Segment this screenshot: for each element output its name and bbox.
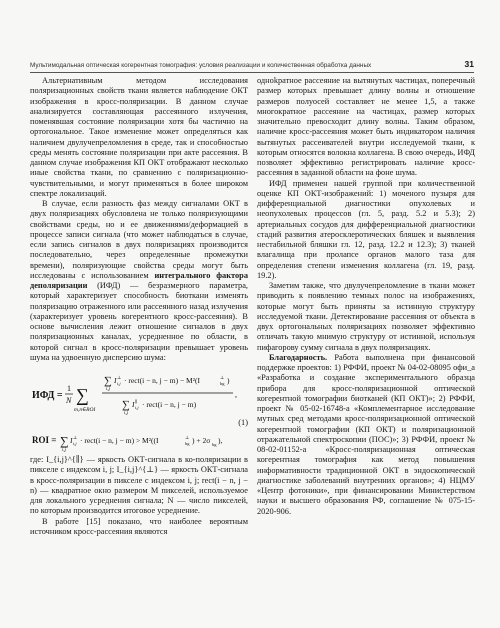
svg-text:I: I xyxy=(132,400,135,409)
paragraph: где: I_{i,j}^{∥} — яркость ОКТ-сигнала в ко-поляризации в пикселе с индексом i, j; I_{i,j}^{⊥} — яркость ОКТ-сигнала в кросс-поляризации в пикселе с индексом i, j; rect(i − n, j − n) — квадратное окно размером M пикселей, используемое для локального усреднения сигнала; N — число пикселей, по которым производится итоговое усреднение. xyxy=(30,455,248,516)
svg-text:,: , xyxy=(235,390,237,399)
svg-text:1: 1 xyxy=(67,384,71,393)
svg-text:N: N xyxy=(66,396,72,405)
svg-text:∑: ∑ xyxy=(76,385,89,405)
equation-roi xyxy=(30,429,248,453)
svg-text:⊥: ⊥ xyxy=(185,435,190,440)
svg-text:i,j: i,j xyxy=(117,381,121,386)
page-number: 31 xyxy=(464,59,474,69)
acknowledgment-title: Благодарность. xyxy=(269,352,328,362)
svg-text:m,n∈ROI: m,n∈ROI xyxy=(74,407,96,413)
svg-text:) + 2σ: ) + 2σ xyxy=(192,436,211,445)
running-header xyxy=(30,60,474,73)
svg-text:∑: ∑ xyxy=(122,399,130,411)
svg-text:∑: ∑ xyxy=(60,434,69,448)
svg-text:I: I xyxy=(114,376,117,385)
acknowledgment: Благодарность. Работа выполнена при финансовой поддержке проектов: 1) РФФИ, проект № 04-02-08095 офи_а «Разработка и создание экспериментального образца прибора для кросс-поляризационной оптической когерентной томографии биотканей (КП ОКТ)»; 2) РФФИ, проект № 05-02-16748-а «Комплементарное исследование мутных сред методами кросс-поляризационной оптической когерентной томографии (КП ОКТ) и поляризационной отражательной спектроскопии (ПОС)»; 3) РФФИ, проект № 08-02-01152-а «Кросс-поляризационная оптическая когерентная томография как метод повышения информативности традиционной ОКТ в эндоскопической диагностике заболеваний внутренних органов»; 4) НЦМУ «Центр фотоники», при финансировании Министерством науки и высшего образования РФ, соглашение № 075-15-2020-906. xyxy=(257,352,475,516)
svg-text:⊥: ⊥ xyxy=(117,375,122,380)
svg-text:I: I xyxy=(70,436,73,445)
svg-text:⊥: ⊥ xyxy=(220,375,225,380)
svg-text:i,j: i,j xyxy=(124,411,129,416)
svg-text:),: ), xyxy=(218,436,223,445)
svg-text:bg: bg xyxy=(220,381,225,386)
paragraph: ИФД применен нашей группой при количественной оценке КП ОКТ-изображений: 1) моченого пузыря для дифференциальной диагностики опухолевых и неопухолевых процессов (гл. 5, разд. 5.2 и 5.3); 2) артериальных сосудов для дифференциальной диагностики стадий развития атеросклеротических бляшек и выявления нестабильной бляшки гл. 12, разд. 12.2 и 12.3); 3) тканей влагалища при пролапсе органов малого таза для определения степени изменения коллагена (гл. 19, разд. 19.2). xyxy=(257,178,475,280)
svg-text:∥: ∥ xyxy=(135,399,138,404)
svg-text:i,j: i,j xyxy=(135,405,139,410)
svg-text:⊥: ⊥ xyxy=(73,435,78,440)
bold-term: интегрального фактора деполяризации xyxy=(30,270,248,290)
paragraph: Заметим также, что двулучепреломление в ткани может приводить к появлению темных полос на изображениях, которые могут быть приняты за истинную структуру исследуемой ткани. Детектирование рассеяния от объекта в двух ортогональных поляризациях позволяет эффективно отличать такую мнимую структуру от истинной, используя пифагорову сумму сигнала в двух поляризациях. xyxy=(257,281,475,352)
svg-text:· rect(i − n, j − m) − M²(I: · rect(i − n, j − m) − M²(I xyxy=(124,376,200,385)
left-column xyxy=(30,76,248,537)
svg-text:i,j: i,j xyxy=(62,448,67,453)
svg-text:): ) xyxy=(227,376,230,385)
paragraph: Альтернативным методом исследования поляризационных свойств ткани является наблюдение ОКТ изображения в кросс-поляризации. В данном случае анализируется составляющая рассеянного излучения, поменявшая состояние поляризации хотя бы частично на ортогональное. Такое изменение может определяться как наличием двулучепреломления в среде, так и способностью среды менять состояние поляризации при акте рассеяния. В данном случае изображения КП ОКТ отображают несколько иные свойства ткани, по сравнению с поляризационно-чувствительными, и могут применяться в более широком спектре локализаций. xyxy=(30,76,248,198)
svg-text:∑: ∑ xyxy=(104,375,112,387)
equation-ifd xyxy=(30,366,248,426)
svg-text:· rect(i − n, j − m) > M²((I: · rect(i − n, j − m) > M²((I xyxy=(80,436,159,445)
running-header-title: Мультимодальная оптическая когерентная томография: условия реализации и количественная обработка данных xyxy=(30,62,372,69)
equation-number: (1) xyxy=(238,418,248,427)
svg-text:ROI =: ROI = xyxy=(32,435,57,445)
svg-text:i,j: i,j xyxy=(106,387,111,392)
svg-text:bg: bg xyxy=(185,441,190,446)
paragraph: В случае, если разность фаз между сигналами ОКТ в двух поляризациях обусловлена не только поляризующими свойствами среды, но и ее движениями/деформацией в процессе записи сигнала (что может наблюдаться в случае, если запись сигналов в двух поляризациях производится последовательно, через определенные промежутки времени), поляризующие свойства среды могут быть исследованы с использованием интегрального фактора деполяризации (ИФД) — безразмерного параметра, который характеризует способность биоткани изменять поляризацию отраженного или рассеянного назад излучения (характеризует уровень когерентного кросс-рассеяния). В основе вычисления лежит отношение сигналов в двух поляризационных каналах, усредненное по области, в которой сигнал в кросс-поляризации превышает уровень шума на удвоенную дисперсию шума: xyxy=(30,199,248,362)
svg-text:bg: bg xyxy=(212,442,217,447)
right-column xyxy=(257,76,475,517)
ifd-formula-graphic xyxy=(30,366,248,426)
svg-text:· rect(i − n, j − m): · rect(i − n, j − m) xyxy=(142,400,197,409)
svg-text:ИФД =: ИФД = xyxy=(32,390,63,401)
roi-formula-graphic xyxy=(30,429,248,453)
svg-text:i,j: i,j xyxy=(73,441,77,446)
paragraph: В работе [15] показано, что наиболее вероятным источником кросс-рассеяния являются xyxy=(30,516,248,536)
paragraph: одноkратное рассеяние на вытянутых частицах, поперечный размер которых превышает длину волны и отношение размеров полуосей составляет не менее 1,5, а также многократное рассеяние на частицах, размер которых значительно превосходит длину волны. Таким образом, наличие кросс-рассеяния может быть индикатором наличия вытянутых рассеивателей внутри исследуемой ткани, к которым относятся волокна коллагена. В свою очередь, ИФД позволяет эффективно регистрировать наличие кросс-рассеяния в заданной области на фоне шума. xyxy=(257,76,475,178)
